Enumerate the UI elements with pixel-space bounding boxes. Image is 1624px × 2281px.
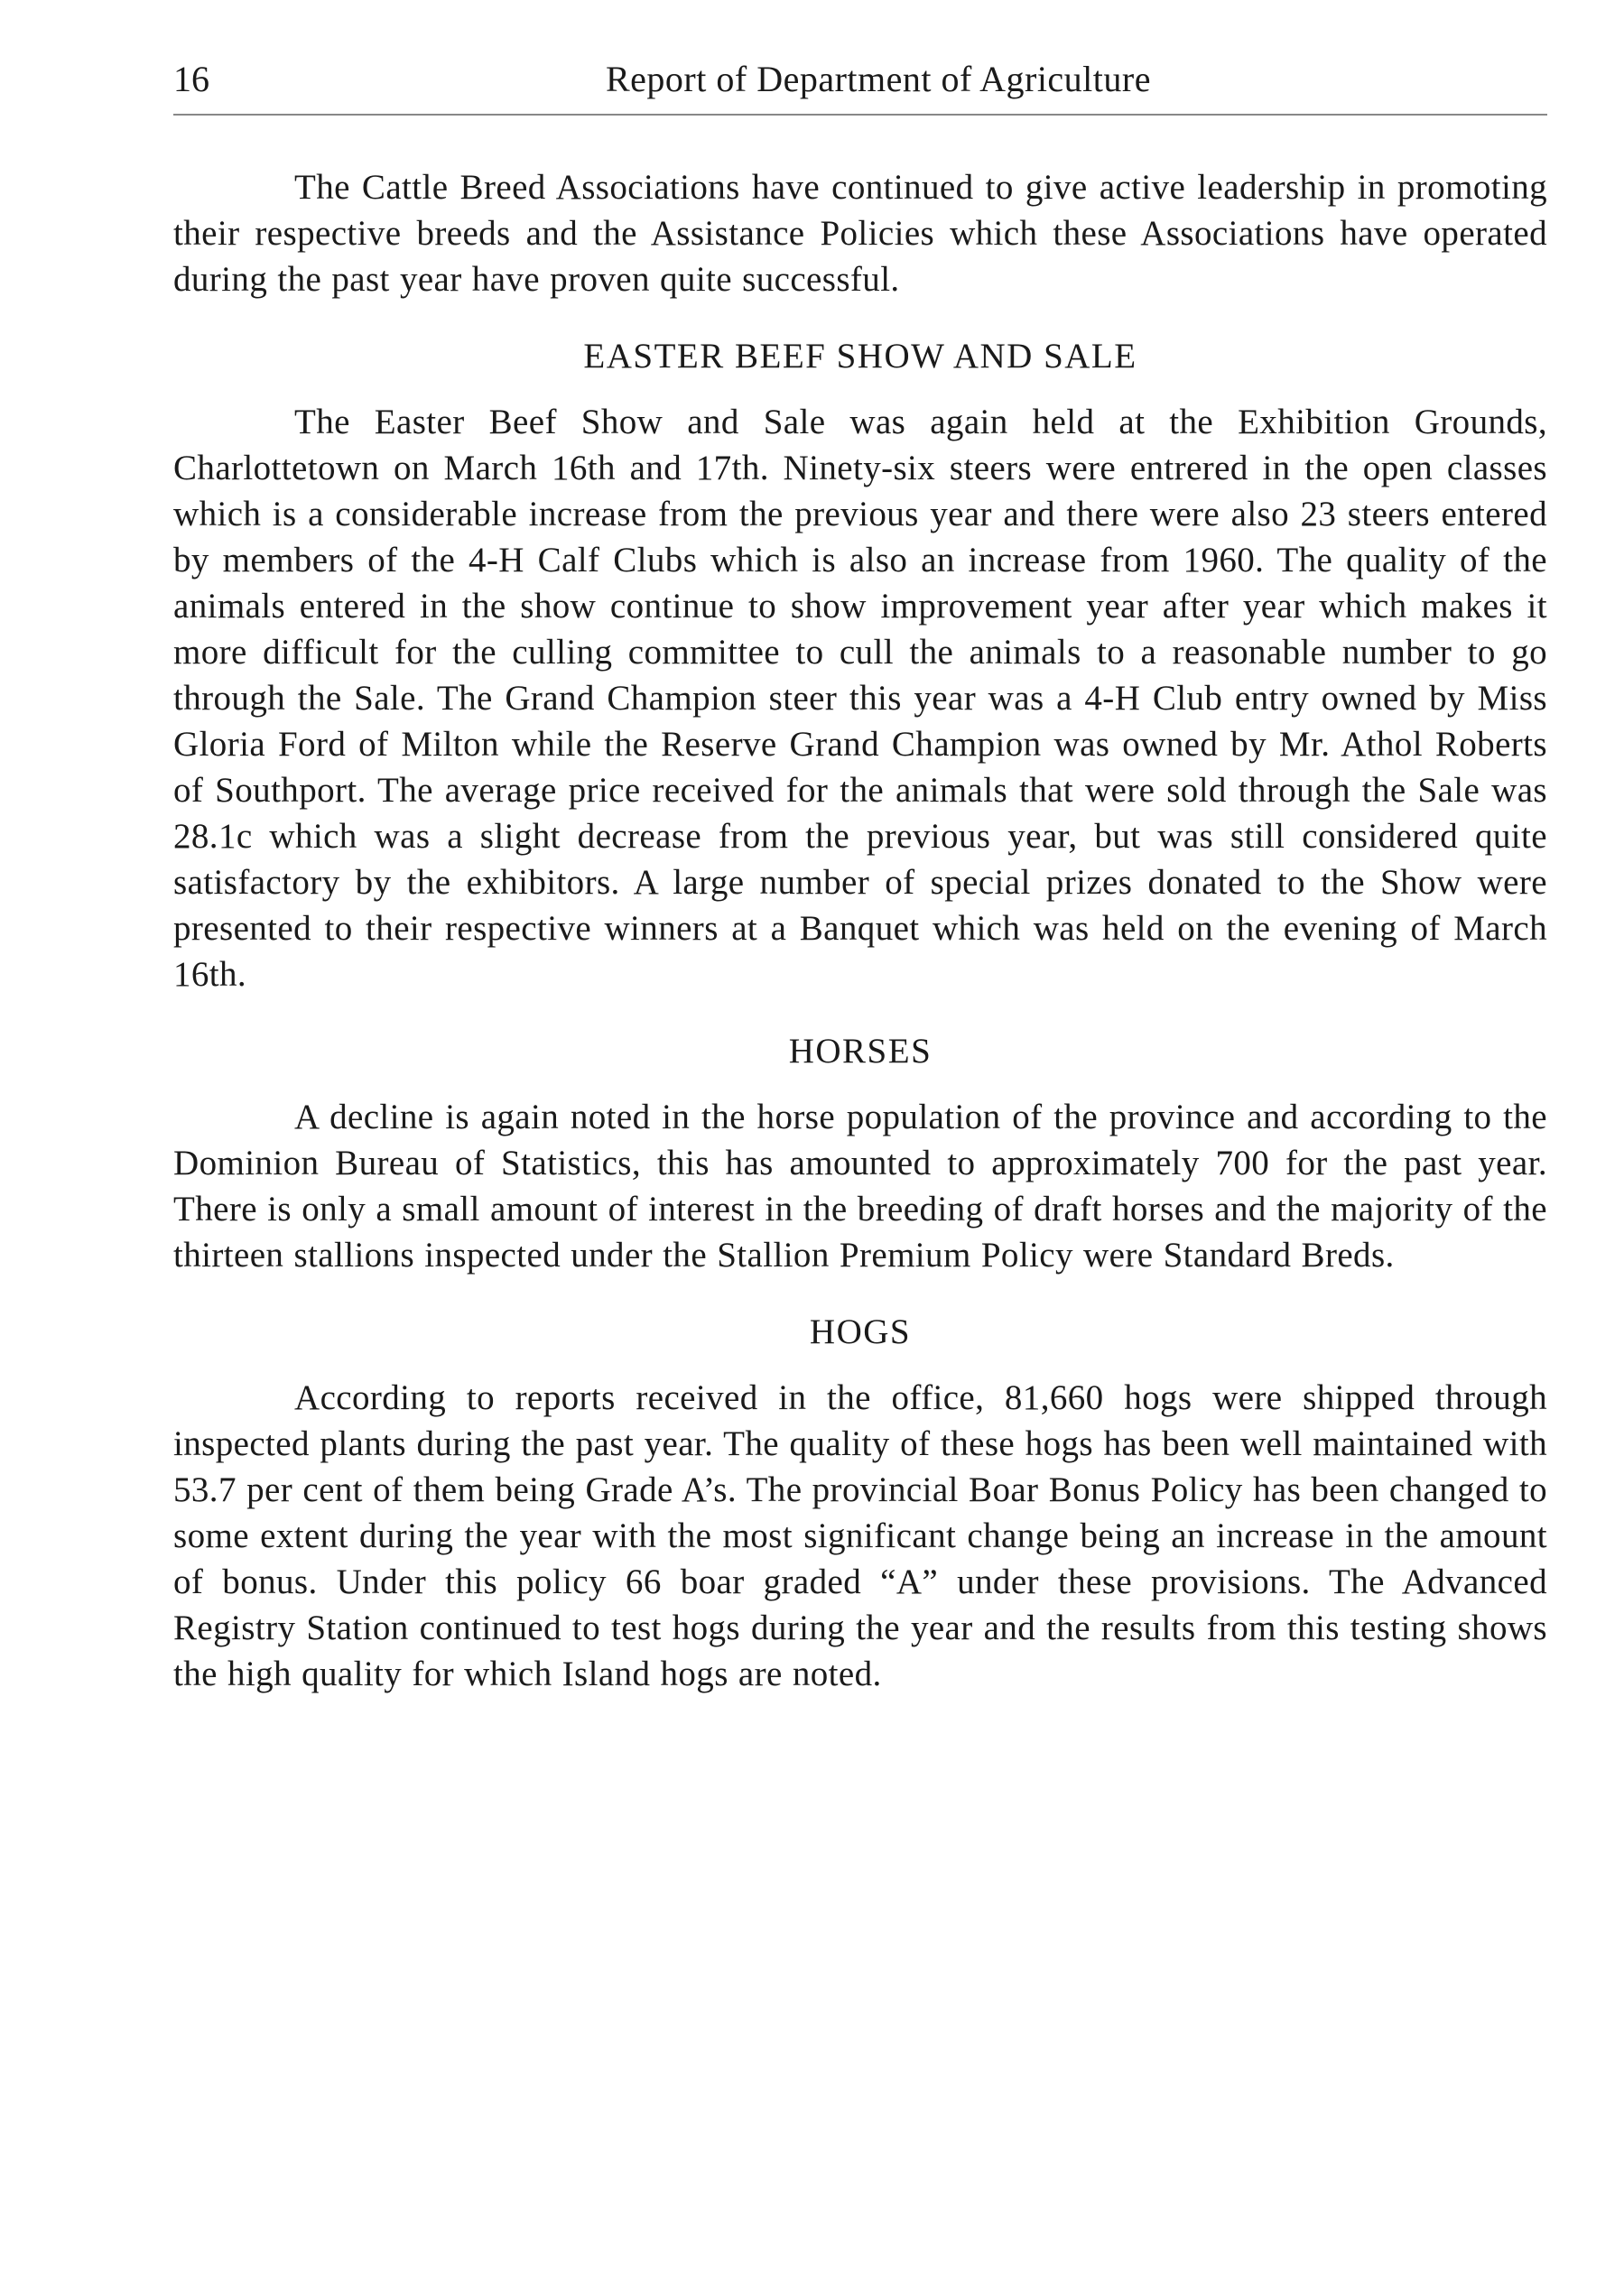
spacer [173,1355,1547,1375]
page-number: 16 [173,59,209,99]
header-rule [173,114,1547,116]
spacer [173,997,1547,1028]
section-heading-easter-beef-show: EASTER BEEF SHOW AND SALE [583,337,1137,376]
spacer [173,379,1547,399]
body-text [173,164,1547,1697]
spacer [173,302,1547,333]
section-heading-hogs: HOGS [809,1312,912,1351]
intro-paragraph: The Cattle Breed Associations have continued to give active leadership in promoting their respective breeds and the Assistance Policies which these Associations have operated during the past year have proven quite successful. [173,168,1547,299]
easter-beef-show-paragraph: The Easter Beef Show and Sale was again held at the Exhibition Grounds, Charlottetown on March 16th and 17th. Ninety-six steers were entrered in the open classes which is a considerable increase from the previous year and there were also 23 steers entered by members of the 4-H Calf Clubs which is also an increase from 1960. The quality of the animals entered in the show continue to show improvement year after year which makes it more difficult for the culling committee to cull the animals to a reasonable number to go through the Sale. The Grand Champion steer this year was a 4-H Club entry owned by Miss Gloria Ford of Milton while the Reserve Grand Champion was owned by Mr. Athol Roberts of Southport. The average price received for the animals that were sold through the Sale was 28.1c which was a slight decrease from the previous year, but was still considered quite satisfactory by the exhibitors. A large number of special prizes donated to the Show were presented to their respective winners at a Banquet which was held on the evening of March 16th. [173,403,1547,994]
spacer [173,1074,1547,1094]
spacer [173,1278,1547,1309]
horses-paragraph: A decline is again noted in the horse population of the province and according to the Dominion Bureau of Statistics, this has amounted to approximately 700 for the past year. There is only a small amount of interest in the breeding of draft horses and the majority of the thirteen stallions inspected under the Stallion Premium Policy were Standard Breds. [173,1098,1547,1275]
running-title: Report of Department of Agriculture [606,59,1151,99]
running-header [173,52,1547,107]
hogs-paragraph: According to reports received in the office, 81,660 hogs were shipped through inspected plants during the past year. The quality of these hogs has been well maintained with 53.7 per cent of them being Grade A’s. The provincial Boar Bonus Policy has been changed to some extent during the year with the most significant change being an increase in the amount of bonus. Under this policy 66 boar graded “A” under these provisions. The Advanced Registry Station continued to test hogs during the year and the results from this testing shows the high quality for which Island hogs are noted. [173,1378,1547,1693]
section-heading-horses: HORSES [788,1032,933,1071]
